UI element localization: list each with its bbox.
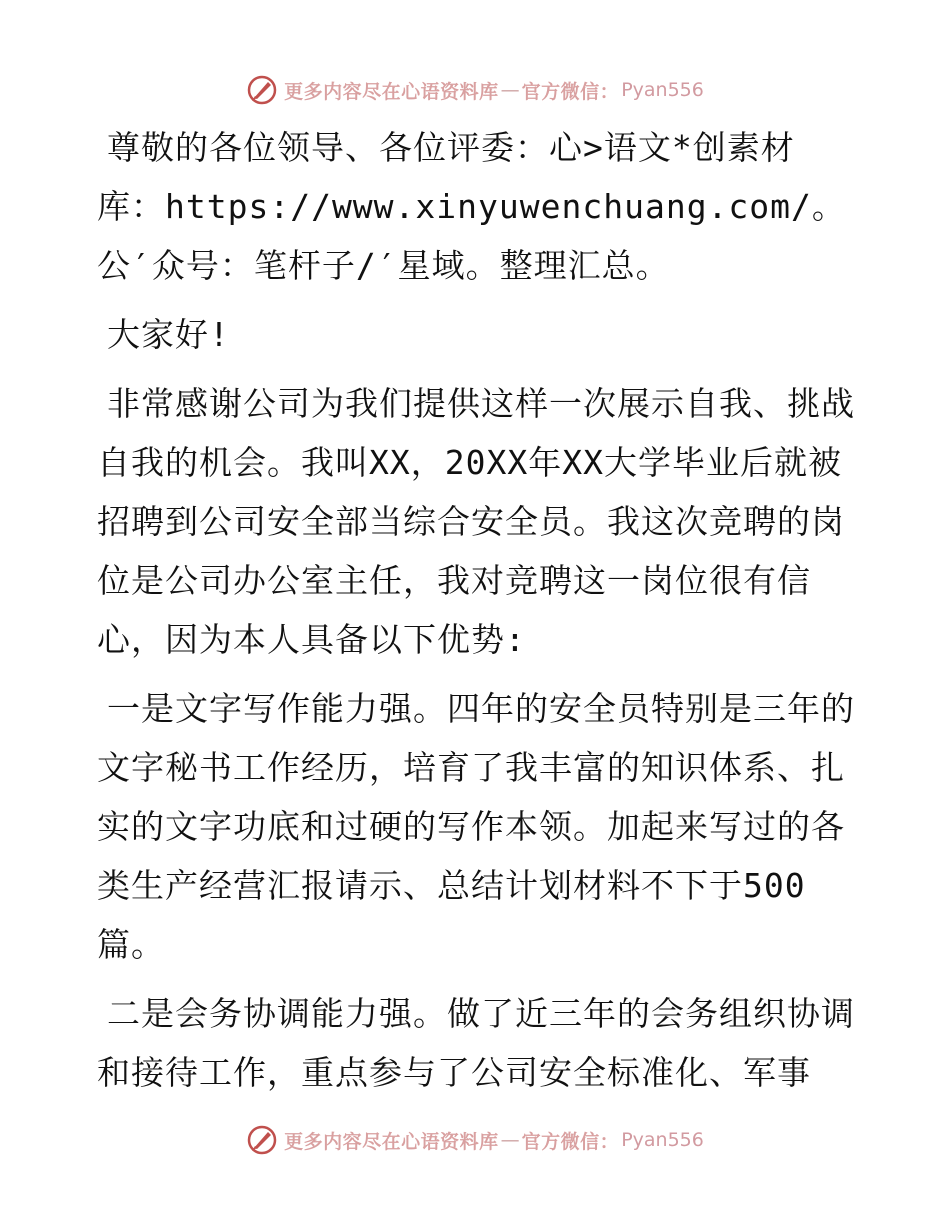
paragraph-point-two: 二是会务协调能力强。做了近三年的会务组织协调和接待工作，重点参与了公司安全标准化、军事 — [97, 994, 855, 1092]
quill-logo-icon — [246, 74, 278, 106]
banner-wechat-id: Pyan556 — [621, 1129, 704, 1151]
banner-main-text: 更多内容尽在心语资料库 — [284, 80, 499, 103]
banner-separator: — — [500, 79, 520, 101]
banner-label: 官方微信： — [521, 80, 620, 103]
paragraph-salutation: 尊敬的各位领导、各位评委：心>语文*创素材库：https://www.xinyuwenchuang.com/。公′众号：笔杆子/′星域。整理汇总。 — [97, 128, 846, 285]
paragraph-intro: 非常感谢公司为我们提供这样一次展示自我、挑战自我的机会。我叫XX，20XX年XX大学毕业后就被招聘到公司安全部当综合安全员。我这次竞聘的岗位是公司办公室主任，我对竞聘这一岗位很有信心，因为本人具备以下优势: — [97, 384, 855, 659]
paragraph-greeting: 大家好! — [107, 315, 230, 354]
footer-banner — [0, 1120, 950, 1160]
banner-separator: — — [500, 1129, 520, 1151]
banner-wechat-id: Pyan556 — [621, 79, 704, 101]
header-banner — [0, 70, 950, 110]
banner-main-text: 更多内容尽在心语资料库 — [284, 1130, 499, 1153]
document-body — [97, 118, 857, 1112]
banner-label: 官方微信： — [521, 1130, 620, 1153]
quill-logo-icon — [246, 1124, 278, 1156]
paragraph-point-one: 一是文字写作能力强。四年的安全员特别是三年的文字秘书工作经历，培育了我丰富的知识体系、扎实的文字功底和过硬的写作本领。加起来写过的各类生产经营汇报请示、总结计划材料不下于500篇。 — [97, 689, 855, 964]
